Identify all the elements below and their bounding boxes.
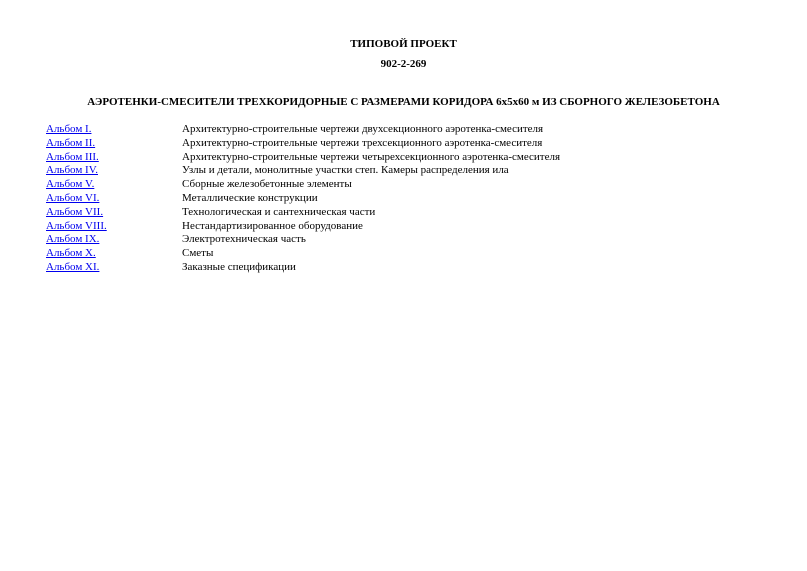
album-row-5 (46, 178, 766, 192)
album-link-1[interactable]: Альбом I. (46, 123, 92, 135)
album-link-10[interactable]: Альбом X. (46, 247, 96, 260)
album-description-4: Узлы и детали, монолитные участки степ. Камеры распределения ила (182, 164, 509, 177)
album-link-2[interactable]: Альбом II. (46, 136, 96, 149)
album-row-7 (46, 206, 766, 220)
album-link-5[interactable]: Альбом V. (46, 178, 95, 191)
album-list (46, 123, 766, 275)
album-link-3[interactable]: Альбом III. (46, 150, 99, 163)
album-description-5: Сборные железобетонные элементы (182, 178, 352, 191)
album-link-6[interactable]: Альбом VI. (46, 191, 100, 204)
album-row-1 (46, 123, 766, 137)
album-description-8: Нестандартизированное оборудование (182, 219, 363, 232)
document-title: АЭРОТЕНКИ-СМЕСИТЕЛИ ТРЕХКОРИДОРНЫЕ С РАЗМЕРАМИ КОРИДОРА 6х5х60 м ИЗ СБОРНОГО ЖЕЛЕЗОБЕТОНА (87, 96, 720, 108)
album-description-11: Заказные спецификации (182, 260, 296, 273)
album-row-3 (46, 151, 766, 165)
album-description-2: Архитектурно-строительные чертежи трехсекционного аэротенка-смесителя (182, 136, 543, 149)
album-description-1: Архитектурно-строительные чертежи двухсекционного аэротенка-смесителя (182, 123, 544, 135)
album-description-7: Технологическая и сантехническая части (182, 205, 376, 218)
album-row-11 (46, 261, 766, 275)
album-description-3: Архитектурно-строительные чертежи четырехсекционного аэротенка-смесителя (182, 150, 561, 163)
album-row-6 (46, 192, 766, 206)
album-row-4 (46, 164, 766, 178)
document-type-heading: ТИПОВОЙ ПРОЕКТ (350, 38, 457, 50)
album-link-11[interactable]: Альбом XI. (46, 260, 100, 273)
album-row-8 (46, 220, 766, 234)
album-link-7[interactable]: Альбом VII. (46, 205, 104, 218)
album-link-8[interactable]: Альбом VIII. (46, 219, 107, 232)
album-row-2 (46, 137, 766, 151)
album-link-4[interactable]: Альбом IV. (46, 164, 98, 177)
album-row-9 (46, 233, 766, 247)
album-link-9[interactable]: Альбом IX. (46, 233, 100, 246)
album-description-9: Электротехническая часть (182, 233, 306, 246)
album-row-10 (46, 247, 766, 261)
album-description-10: Сметы (182, 247, 214, 260)
album-description-6: Металлические конструкции (182, 191, 318, 204)
project-code-heading: 902-2-269 (380, 58, 427, 70)
